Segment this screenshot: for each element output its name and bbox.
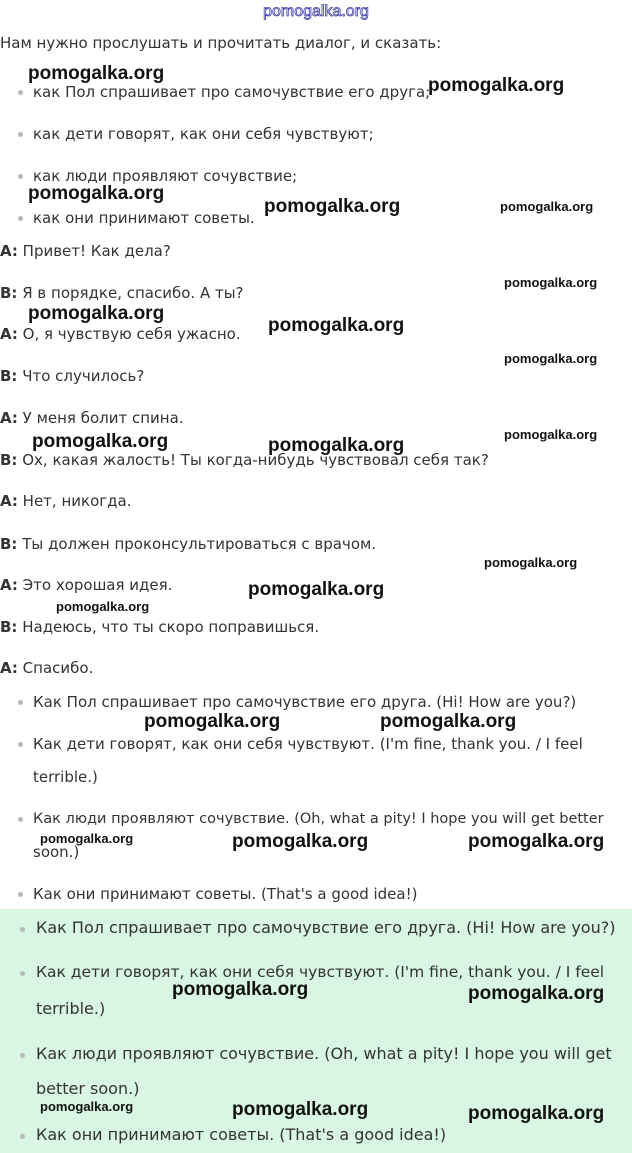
bullet-icon xyxy=(20,971,25,976)
bullet-icon xyxy=(18,90,23,95)
dialog-line xyxy=(0,576,172,594)
top-watermark: pomogalka.org xyxy=(263,3,369,20)
dialog-text: О, я чувствую себя ужасно. xyxy=(22,325,241,343)
speaker-label: B: xyxy=(0,284,18,302)
dialog-line xyxy=(0,409,184,427)
dialog-line xyxy=(0,618,319,636)
dialog-text: Это хорошая идея. xyxy=(22,576,173,594)
speaker-label: B: xyxy=(0,618,18,636)
task-item: как они принимают советы. xyxy=(33,209,255,227)
watermark-text: pomogalka.org xyxy=(28,183,165,204)
watermark-text: pomogalka.org xyxy=(172,979,309,1000)
watermark-text: pomogalka.org xyxy=(56,599,150,614)
dialog-text: Я в порядке, спасибо. А ты? xyxy=(22,284,244,302)
highlighted-item: Как дети говорят, как они себя чувствуют. (I'm fine, thank you. / I feel xyxy=(36,963,605,981)
answer-item: Как дети говорят, как они себя чувствуют. (I'm fine, thank you. / I feel xyxy=(33,735,583,753)
task-item: как дети говорят, как они себя чувствуют; xyxy=(33,125,374,143)
bullet-icon xyxy=(20,1053,25,1058)
task-item: как люди проявляют сочувствие; xyxy=(33,167,298,185)
highlighted-item: Как они принимают советы. (That's a good idea!) xyxy=(36,1125,447,1144)
dialog-line xyxy=(0,659,93,677)
watermark-text: pomogalka.org xyxy=(484,555,578,570)
highlighted-item-continuation: better soon.) xyxy=(36,1079,140,1098)
dialog-text: У меня болит спина. xyxy=(22,409,184,427)
dialog-text: Ты должен проконсультироваться с врачом. xyxy=(22,535,377,553)
dialog-line xyxy=(0,284,244,302)
answer-item-continuation: terrible.) xyxy=(33,768,98,786)
speaker-label: A: xyxy=(0,409,18,427)
watermark-text: pomogalka.org xyxy=(144,711,281,732)
dialog-line xyxy=(0,325,241,343)
answer-item-continuation: soon.) xyxy=(33,843,80,861)
watermark-text: pomogalka.org xyxy=(504,275,598,290)
bullet-icon xyxy=(18,216,23,221)
highlighted-item: Как люди проявляют сочувствие. (Oh, what a pity! I hope you will get xyxy=(36,1044,612,1063)
watermark-text: pomogalka.org xyxy=(428,75,565,96)
watermark-text: pomogalka.org xyxy=(28,303,165,324)
answer-item: Как люди проявляют сочувствие. (Oh, what a pity! I hope you will get better xyxy=(33,811,604,827)
watermark-text: pomogalka.org xyxy=(504,351,598,366)
dialog-text: Ох, какая жалость! Ты когда-нибудь чувствовал себя так? xyxy=(22,451,489,469)
highlighted-item: Как Пол спрашивает про самочувствие его друга. (Hi! How are you?) xyxy=(36,918,616,937)
watermark-text: pomogalka.org xyxy=(468,831,605,852)
speaker-label: B: xyxy=(0,535,18,553)
watermark-text: pomogalka.org xyxy=(32,431,169,452)
watermark-text: pomogalka.org xyxy=(40,1099,134,1114)
watermark-text: pomogalka.org xyxy=(28,63,165,84)
dialog-line xyxy=(0,535,376,553)
dialog-line xyxy=(0,492,131,510)
bullet-icon xyxy=(20,1134,25,1139)
watermark-text: pomogalka.org xyxy=(264,196,401,217)
dialog-line xyxy=(0,367,144,385)
watermark-text: pomogalka.org xyxy=(40,831,134,846)
watermark-text: pomogalka.org xyxy=(468,983,605,1004)
dialog-text: Надеюсь, что ты скоро поправишься. xyxy=(22,618,320,636)
speaker-label: B: xyxy=(0,451,18,469)
dialog-text: Привет! Как дела? xyxy=(22,242,171,260)
speaker-label: A: xyxy=(0,576,18,594)
watermark-text: pomogalka.org xyxy=(232,831,369,852)
bullet-icon xyxy=(18,742,23,747)
answer-item: Как они принимают советы. (That's a good idea!) xyxy=(33,885,418,903)
dialog-line xyxy=(0,451,489,469)
bullet-icon xyxy=(18,174,23,179)
highlighted-item-continuation: terrible.) xyxy=(36,999,106,1018)
answer-item: Как Пол спрашивает про самочувствие его друга. (Hi! How are you?) xyxy=(33,693,577,711)
watermark-text: pomogalka.org xyxy=(268,435,405,456)
intro-text: Нам нужно прослушать и прочитать диалог, и сказать: xyxy=(0,34,442,52)
dialog-text: Что случилось? xyxy=(22,367,145,385)
watermark-text: pomogalka.org xyxy=(468,1103,605,1124)
speaker-label: A: xyxy=(0,325,18,343)
speaker-label: B: xyxy=(0,367,18,385)
watermark-text: pomogalka.org xyxy=(504,427,598,442)
watermark-text: pomogalka.org xyxy=(380,711,517,732)
speaker-label: A: xyxy=(0,659,18,677)
dialog-text: Нет, никогда. xyxy=(22,492,132,510)
bullet-icon xyxy=(18,892,23,897)
watermark-text: pomogalka.org xyxy=(500,199,594,214)
watermark-text: pomogalka.org xyxy=(232,1099,369,1120)
watermark-text: pomogalka.org xyxy=(248,579,385,600)
bullet-icon xyxy=(18,817,23,822)
speaker-label: A: xyxy=(0,242,18,260)
bullet-icon xyxy=(18,132,23,137)
speaker-label: A: xyxy=(0,492,18,510)
bullet-icon xyxy=(18,700,23,705)
watermark-text: pomogalka.org xyxy=(268,315,405,336)
dialog-text: Спасибо. xyxy=(22,659,94,677)
dialog-line xyxy=(0,242,171,260)
bullet-icon xyxy=(20,927,25,932)
task-item: как Пол спрашивает про самочувствие его друга; xyxy=(33,83,431,101)
